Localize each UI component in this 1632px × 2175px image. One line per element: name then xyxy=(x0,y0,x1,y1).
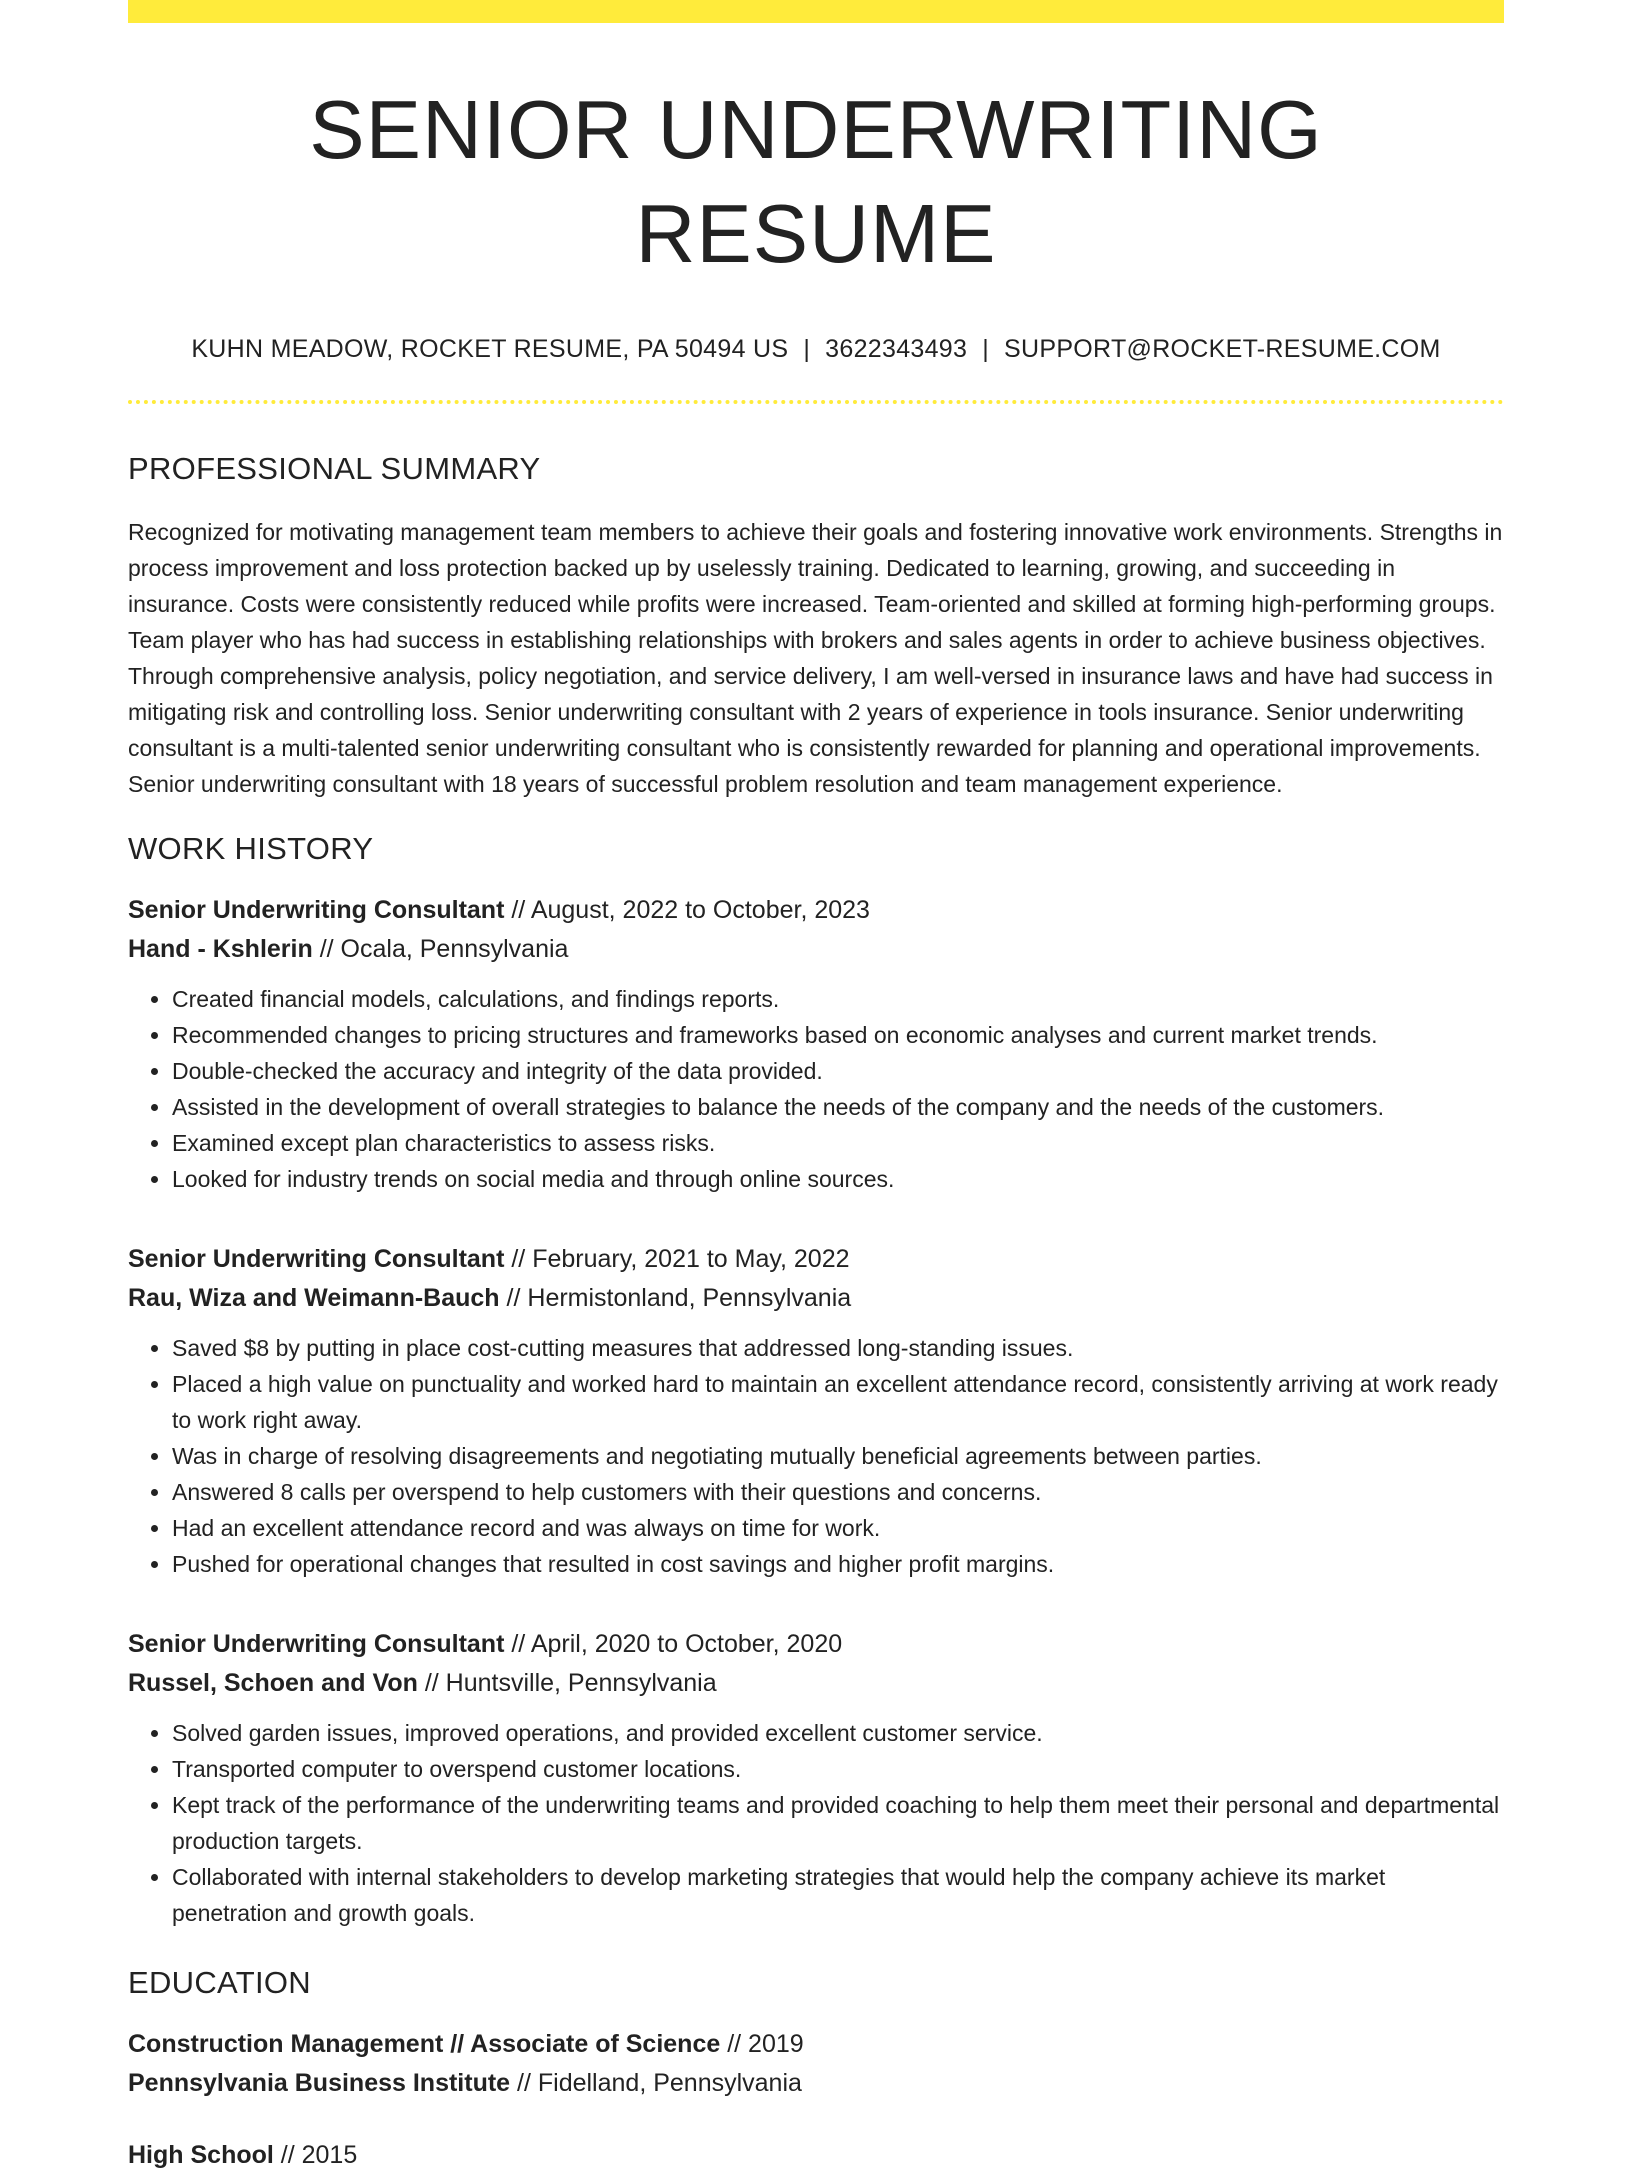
education-degree-line xyxy=(128,2136,1504,2175)
job-bullet: • Created financial models, calculations, and findings reports. xyxy=(172,981,1504,1017)
job-title-line xyxy=(128,1625,1504,1664)
job-title: Senior Underwriting Consultant xyxy=(128,896,505,924)
summary-heading: PROFESSIONAL SUMMARY xyxy=(128,451,541,486)
job-dates: // August, 2022 to October, 2023 xyxy=(511,896,870,924)
job-title-line xyxy=(128,891,1504,930)
contact-separator: | xyxy=(982,335,990,363)
job-bullet: • Was in charge of resolving disagreements and negotiating mutually beneficial agreements between parties. xyxy=(172,1438,1504,1474)
job-company-line xyxy=(128,930,1504,969)
education-entry xyxy=(128,2025,1504,2103)
job-company: Hand - Kshlerin xyxy=(128,935,313,963)
job-bullet: • Recommended changes to pricing structures and frameworks based on economic analyses and current market trends. xyxy=(172,1017,1504,1053)
job-entry xyxy=(128,891,1504,1197)
job-bullet: • Kept track of the performance of the underwriting teams and provided coaching to help them meet their personal and departmental production targets. xyxy=(172,1787,1504,1859)
job-company-line xyxy=(128,1664,1504,1703)
job-dates: // February, 2021 to May, 2022 xyxy=(511,1245,850,1273)
job-bullet: • Looked for industry trends on social media and through online sources. xyxy=(172,1161,1504,1197)
resume-title: SENIOR UNDERWRITING RESUME xyxy=(309,83,1323,280)
job-bullet: • Solved garden issues, improved operations, and provided excellent customer service. xyxy=(172,1715,1504,1751)
job-bullet: • Double-checked the accuracy and integrity of the data provided. xyxy=(172,1053,1504,1089)
job-bullet-list xyxy=(128,981,1504,1197)
summary-text: Recognized for motivating management team members to achieve their goals and fostering innovative work environments. Strengths in process improvement and loss protection backed up by uselessly training. Dedicated to learning, growing, and succeeding in insurance. Costs were consistently reduced while profits were increased. Team-oriented and skilled at forming high-performing groups. Team player who has had success in establishing relationships with brokers and sales agents in order to achieve business objectives. Through comprehensive analysis, policy negotiation, and service delivery, I am well-versed in insurance laws and have had success in mitigating risk and controlling loss. Senior underwriting consultant with 2 years of experience in tools insurance. Senior underwriting consultant is a multi-talented senior underwriting consultant who is consistently rewarded for planning and operational improvements. Senior underwriting consultant with 18 years of successful problem resolution and team management experience. xyxy=(128,519,1503,797)
job-company: Russel, Schoen and Von xyxy=(128,1669,418,1697)
education-year: // 2019 xyxy=(727,2030,804,2058)
education-degree: Construction Management // Associate of Science xyxy=(128,2030,721,2058)
contact-address: KUHN MEADOW, ROCKET RESUME, PA 50494 US xyxy=(191,335,789,363)
job-location: // Hermistonland, Pennsylvania xyxy=(506,1284,852,1312)
job-title-line xyxy=(128,1240,1504,1279)
job-dates: // April, 2020 to October, 2020 xyxy=(511,1630,843,1658)
contact-separator: | xyxy=(803,335,811,363)
education-degree: High School xyxy=(128,2141,274,2169)
job-bullet: • Examined except plan characteristics to assess risks. xyxy=(172,1125,1504,1161)
work-history-heading: WORK HISTORY xyxy=(128,831,374,866)
job-bullet-list xyxy=(128,1715,1504,1931)
job-bullet-list xyxy=(128,1330,1504,1582)
job-entry xyxy=(128,1240,1504,1582)
education-location: // Fidelland, Pennsylvania xyxy=(517,2069,802,2097)
job-company-line xyxy=(128,1279,1504,1318)
contact-line xyxy=(128,332,1504,366)
education-school-line xyxy=(128,2064,1504,2103)
contact-phone: 3622343493 xyxy=(825,335,968,363)
education-school: Pennsylvania Business Institute xyxy=(128,2069,511,2097)
job-bullet: • Saved $8 by putting in place cost-cutting measures that addressed long-standing issues. xyxy=(172,1330,1504,1366)
job-bullet: • Placed a high value on punctuality and worked hard to maintain an excellent attendance record, consistently arriving at work ready to work right away. xyxy=(172,1366,1504,1438)
job-bullet: • Answered 8 calls per overspend to help customers with their questions and concerns. xyxy=(172,1474,1504,1510)
job-title: Senior Underwriting Consultant xyxy=(128,1245,505,1273)
job-bullet: • Pushed for operational changes that resulted in cost savings and higher profit margins. xyxy=(172,1546,1504,1582)
job-bullet: • Assisted in the development of overall strategies to balance the needs of the company and the needs of the customers. xyxy=(172,1089,1504,1125)
job-location: // Ocala, Pennsylvania xyxy=(319,935,569,963)
job-title: Senior Underwriting Consultant xyxy=(128,1630,505,1658)
job-entry xyxy=(128,1625,1504,1931)
education-degree-line xyxy=(128,2025,1504,2064)
job-bullet: • Transported computer to overspend customer locations. xyxy=(172,1751,1504,1787)
resume-content xyxy=(128,0,1504,2175)
dotted-divider xyxy=(128,400,1504,404)
job-bullet: • Collaborated with internal stakeholders to develop marketing strategies that would help the company achieve its market penetration and growth goals. xyxy=(172,1859,1504,1931)
contact-email: SUPPORT@ROCKET-RESUME.COM xyxy=(1004,335,1441,363)
job-company: Rau, Wiza and Weimann-Bauch xyxy=(128,1284,500,1312)
education-heading: EDUCATION xyxy=(128,1965,311,2000)
job-location: // Huntsville, Pennsylvania xyxy=(424,1669,717,1697)
education-year: // 2015 xyxy=(280,2141,358,2169)
job-bullet: • Had an excellent attendance record and was always on time for work. xyxy=(172,1510,1504,1546)
education-entry xyxy=(128,2136,1504,2175)
